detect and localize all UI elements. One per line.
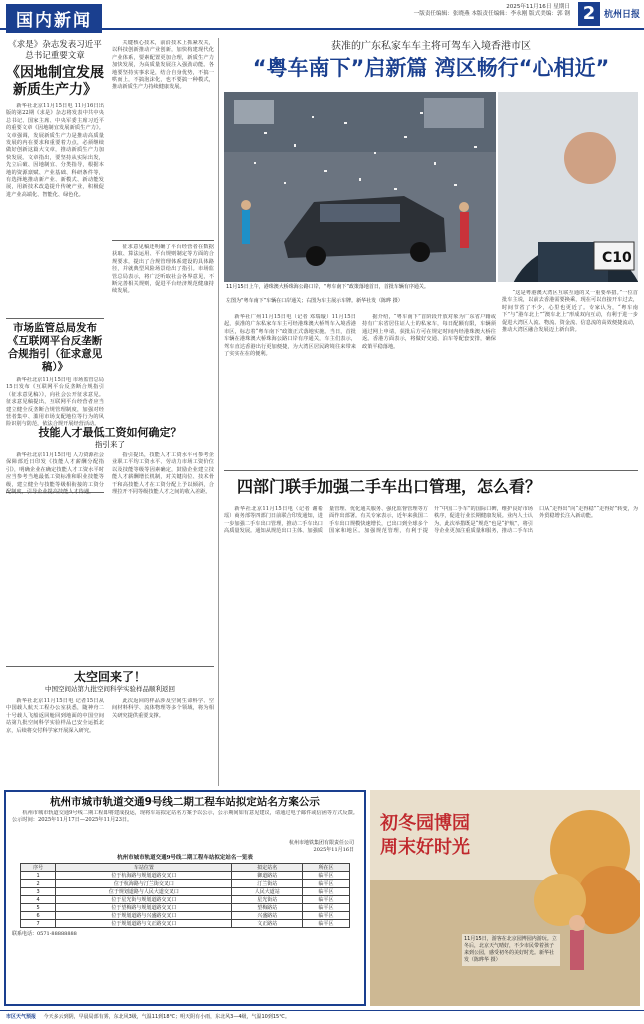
table-cell: 位于规划道路与人民大道交叉口 xyxy=(56,888,232,896)
table-cell: 临平区 xyxy=(302,920,349,928)
lead-photo-caption: 11月15日上午，港珠澳大桥珠海公路口岸，“粤车南下”政策落地首日，首批车辆有序通关。 xyxy=(226,284,429,290)
lead-inset-photo xyxy=(498,92,638,282)
column-header: 拟定站名 xyxy=(232,864,303,872)
lead-photo xyxy=(224,92,496,282)
svg-text:C10: C10 xyxy=(602,250,632,266)
notice-title: 杭州市城市轨道交通9号线二期工程车站拟定站名方案公示 xyxy=(50,796,320,808)
table-cell: 御道路站 xyxy=(232,872,303,880)
table-cell: 1 xyxy=(21,872,56,880)
newspaper-logo: 杭州日报 xyxy=(604,10,641,20)
table-cell: 文正路站 xyxy=(232,920,303,928)
lead-inset-caption: 左图为“粤车南下”车辆在口岸通关；右图为车主展示车牌。新华社发（陈晔 摄） xyxy=(226,298,403,304)
table-cell: 6 xyxy=(21,912,56,920)
notice-box xyxy=(4,790,366,1006)
column-header: 序号 xyxy=(21,864,56,872)
lead-kicker: 获准的广东私家车车主将可驾车入境香港市区 xyxy=(331,41,531,52)
article-headline: 技能人才最低工资如何确定？ xyxy=(38,426,182,439)
notice-signature xyxy=(6,840,364,854)
promo-caption: 11月15日，游客在北京园博园内游玩。立冬后，北京天气晴好，不少市民带着孩子来到公园，感受初冬的美好时光。新华社发（陈晔华 摄） xyxy=(462,934,560,966)
table-cell: 临平区 xyxy=(302,880,349,888)
skills-article xyxy=(6,426,214,450)
divider xyxy=(224,470,638,471)
article-body: 此次返回的样品涉及空间生命科学、空间材料科学、流体物理等多个领域，将为相关研究提供重要支撑。 xyxy=(112,698,214,719)
table-cell: 5 xyxy=(21,904,56,912)
article-headline: 《因地制宜发展新质生产力》 xyxy=(6,65,104,98)
column-header: 车站位置 xyxy=(56,864,232,872)
table-cell: 4 xyxy=(21,896,56,904)
table-cell: 人民大道站 xyxy=(232,888,303,896)
lead-headline: “粤车南下”启新篇 湾区畅行“心相近” xyxy=(252,56,610,80)
table-row xyxy=(21,904,350,912)
article-headline: 市场监管总局发布《互联网平台反垄断合规指引（征求意见稿）》 xyxy=(7,322,103,373)
notice-contact: 联系电话：0571-88888888 xyxy=(12,931,77,937)
article-body: 新华社北京11月15日电 市场监管总局15日发布《互联网平台反垄断合规指引（征求意见稿）》，向社会公开征求意见。征求意见稿提出，互联网平台经营者应当建立健全反垄断合规管理制度，加强对经营者集中、滥用市场支配地位等行为的风险识别与防范，依法合规开展经营活动。 xyxy=(6,377,104,428)
table-row xyxy=(21,888,350,896)
issue-editors: 一版责任编辑：张晓燕 本版责任编辑：李永刚 版式美编：郭 钢 xyxy=(413,11,570,17)
table-row xyxy=(21,920,350,928)
divider xyxy=(112,240,214,241)
weather-forecast: 今天多云到阴，早晨局部有雾，东北风3级，气温11到18℃；明天阴有小雨，东北风3—4级，气温10到15℃。 xyxy=(43,1014,290,1020)
table-cell: 位于规划道路与文正路交叉口 xyxy=(56,920,232,928)
promo-headline-line1: 初冬园博园 xyxy=(380,813,470,834)
divider xyxy=(6,318,104,319)
issue-meta xyxy=(330,4,570,18)
promo-headline-line2: 周末好时光 xyxy=(380,837,470,858)
table-row xyxy=(21,912,350,920)
divider xyxy=(6,666,214,667)
table-cell: 位于望梅路与规划道路交叉口 xyxy=(56,904,232,912)
table-cell: 星光街站 xyxy=(232,896,303,904)
notice-date: 2025年11月16日 xyxy=(313,847,354,853)
table-cell: 3 xyxy=(21,888,56,896)
column-divider xyxy=(218,38,219,786)
article-body: 新华社北京11月15日电 记者15日从中国载人航天工程办公室获悉，随神舟二十号载人飞船返回舱回到地面的中国空间站第九批空间科学实验样品已安全运抵北京，后续将交付科学家开展深入研究。 xyxy=(6,698,104,734)
table-cell: 临平区 xyxy=(302,896,349,904)
article-subhead: 指引来了 xyxy=(95,440,125,449)
article-body: 指引提出，技能人才工资水平可参考企业职工平均工资水平、劳动力市场工资价位以及技能等级等因素确定，鼓励企业建立技能人才薪酬增长机制，对关键岗位、技术骨干和高技能人才在工资分配上予以倾斜，合理拉开不同等级技能人才之间的收入差距。 xyxy=(112,452,214,496)
article-body: 新华社北京11月15日电 人力资源社会保障部近日印发《技能人才薪酬分配指引》，明确企业在确定技能人才工资水平时应当参考当地最低工资标准和职业技能等级，建立健全与技能等级相衔接的工资分配制度，引导企业提高技能人才待遇。 xyxy=(6,452,104,496)
notice-intro: 杭州市城市轨道交通9号线二期工程即将建成投运，现将车站拟定站名方案予以公示，公示期间如有意见建议，请通过电子邮件或信函等方式反馈。公示时间：2025年11月17日—2025年11月23日。 xyxy=(12,810,358,824)
article-subhead: 中国空间站第九批空间科学实验样品顺利返回 xyxy=(45,685,175,693)
lead-story xyxy=(224,40,638,81)
table-cell: 位于规划道路与兴盛路交叉口 xyxy=(56,912,232,920)
table-cell: 位于星光街与规划道路交叉口 xyxy=(56,896,232,904)
space-article xyxy=(6,666,214,694)
article-body: 新华社北京11月15日电 11月16日出版的第22期《求是》杂志将发表中共中央总书记、国家主席、中央军委主席习近平的重要文章《因地制宜发展新质生产力》。文章强调，发展新质生产力是推动高质量发展的内在要求和重要着力点，必须继续做好创新这篇大文章，推动新质生产力加快发展。文章指出，要坚持从实际出发，先立后破、因地制宜、分类指导，根据本地的资源禀赋、产业基础、科研条件等，有选择地推动新产业、新模式、新动能发展，用新技术改造提升传统产业，积极促进产业高端化、智能化、绿色化。 xyxy=(6,103,104,198)
station-table xyxy=(20,863,350,928)
article-kicker: 《求是》杂志发表习近平总书记重要文章 xyxy=(8,40,102,61)
table-cell: 临平区 xyxy=(302,888,349,896)
weather-label: 市区天气预报 xyxy=(6,1014,37,1020)
table-row xyxy=(21,872,350,880)
table-cell: 望梅路站 xyxy=(232,904,303,912)
lead-body: 据介绍，“粤车南下”首阶段开放对象为广东省户籍或持有广东省居住证人士的私家车，每日配额有限，车辆须通过网上申请，获批后方可在规定时间内经港珠澳大桥往返。香港方面表示，将做好交通、泊车等配套安排，确保政策平稳落地。 xyxy=(362,314,496,350)
article-headline: 太空回来了！ xyxy=(73,670,146,684)
table-header-row xyxy=(21,864,350,872)
table-cell: 临平区 xyxy=(302,872,349,880)
table-cell: 汀兰街站 xyxy=(232,880,303,888)
table-row xyxy=(21,896,350,904)
footer-weather xyxy=(0,1010,644,1024)
promo-headline xyxy=(380,812,540,860)
lead-body: 新华社广州11月15日电（记者 邓瑞璇）11月15日起，获准的广东私家车车主可经港珠澳大桥驾车入境香港市区，标志着“粤车南下”政策正式落地实施。当日，首批车辆在港珠澳大桥珠海公路口岸有序通关，车主们表示，驾车直达香港出行更加便捷，为大湾区居民跨境往来带来了实实在在的便利。 xyxy=(224,314,356,358)
feature-body: 新华社北京11月15日电（记者 谢希瑶）商务部等四部门日前联合印发通知，进一步加强二手车出口管理，推动二手车出口高质量发展。通知从规范出口主体、加强质量管理、优化通关服务、强化监督管理等方面作出部署。有关专家表示，近年来我国二手车出口规模快速增长，已出口到全球多个国家和地区。加强规范管理，有利于提升“中国二手车”的国际口碑，维护良好市场秩序，促进行业长期健康发展。业内人士认为，此次举措既是“规范”也是“护航”，将引导企业更加注重质量和服务，推动二手车出口从“走得出”向“走得稳”“走得好”转变，为外贸稳增长注入新动能。 xyxy=(224,506,638,535)
issue-date: 2025年11月16日 星期日 xyxy=(506,4,570,10)
lead-photo-illustration xyxy=(224,92,496,282)
article-body: 征求意见稿还明确了平台经营者在数据获取、算法运用、平台规则制定等方面的合规要求，提出了合规管理体系建设的具体路径，并就典型风险场景给出了指引。市场监管总局表示，将广泛听取社会各界意见，不断完善相关规则，促进平台经济规范健康持续发展。 xyxy=(112,244,214,295)
table-cell: 临平区 xyxy=(302,904,349,912)
table-cell: 临平区 xyxy=(302,912,349,920)
table-cell: 位于杭海路与汀兰街交叉口 xyxy=(56,880,232,888)
feature-headline: 四部门联手加强二手车出口管理，怎么看？ xyxy=(236,477,541,496)
page-number: 2 xyxy=(578,2,600,26)
notice-signer: 杭州市地铁集团有限责任公司 xyxy=(288,840,354,846)
table-cell: 兴盛路站 xyxy=(232,912,303,920)
lead-body: “这是粤港澳大湾区互联互通的又一重要举措。”一位首批车主说，以前去香港需要换乘，现在可以直接开车过去，时间节省了不少，心里也更近了。专家认为，“粤车南下”与“港车北上”“澳车北上”形成双向互动，有利于进一步促进大湾区人流、物流、资金流、信息流的高效便捷流动，推动大湾区融合发展迈上新台阶。 xyxy=(502,290,638,334)
column-header: 所在区 xyxy=(302,864,349,872)
table-cell: 7 xyxy=(21,920,56,928)
table-title: 杭州市城市轨道交通9号线二期工程车站拟定站名一览表 xyxy=(117,855,253,861)
inset-photo-illustration xyxy=(498,92,638,282)
table-cell: 2 xyxy=(21,880,56,888)
table-cell: 位于杭海路与规划道路交叉口 xyxy=(56,872,232,880)
table-row xyxy=(21,880,350,888)
section-title: 国内新闻 xyxy=(6,4,102,33)
article-body: 关键核心技术，前沿技术上抓紧攻关，以科技创新推动产业创新，加快构建现代化产业体系，要素配置更加合理，新质生产力加快发展，为高质量发展注入强劲动能。各地要坚持实事求是，结合自身优势，不搞一哄而上，不搞泡沫化，也不要搞一种模式，推动新质生产力持续健康发展。 xyxy=(112,40,214,91)
